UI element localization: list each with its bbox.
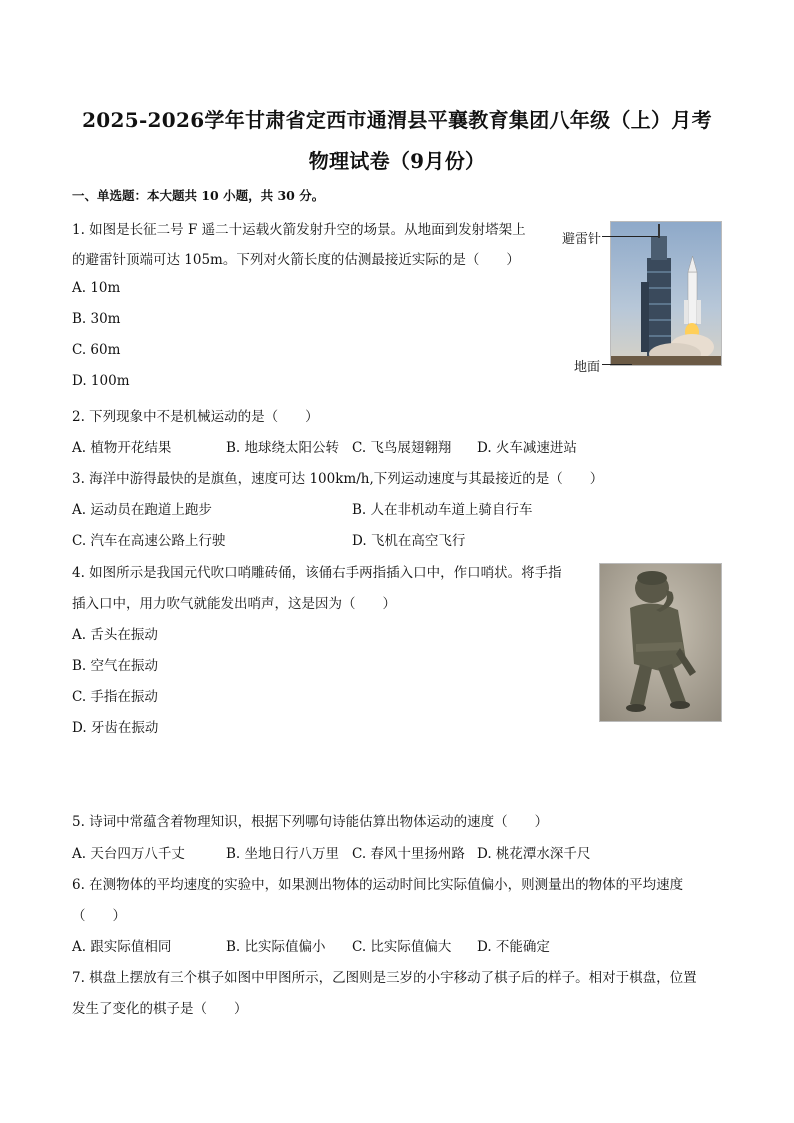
q6-option-b: B. 比实际值偏小 (226, 939, 326, 955)
q2-stem: 2. 下列现象中不是机械运动的是（ ） (72, 409, 319, 425)
q5-option-c: C. 春风十里扬州路 (352, 846, 465, 862)
q6-option-c: C. 比实际值偏大 (352, 939, 452, 955)
whistling-figurine-figure (599, 563, 722, 722)
q7-stem-line2: 发生了变化的棋子是（ ） (72, 1001, 248, 1017)
lightning-rod-leader-line (602, 236, 658, 237)
q3-option-d: D. 飞机在高空飞行 (352, 533, 466, 549)
ground-label: 地面 (574, 360, 601, 375)
figurine-illustration (600, 564, 721, 721)
section-heading: 一、单选题：本大题共 10 小题，共 30 分。 (72, 188, 325, 203)
q4-option-d: D. 牙齿在振动 (72, 720, 159, 736)
q3-option-c: C. 汽车在高速公路上行驶 (72, 533, 226, 549)
rocket-launch-illustration (611, 222, 721, 365)
q4-stem-line1: 4. 如图所示是我国元代吹口哨雕砖俑，该俑右手两指插入口中，作口哨状。将手指 (72, 565, 562, 581)
rocket-launch-figure (610, 221, 722, 366)
q6-stem-line1: 6. 在测物体的平均速度的实验中，如果测出物体的运动时间比实际值偏小，则测量出的物体的平均速度 (72, 877, 684, 893)
q7-stem-line1: 7. 棋盘上摆放有三个棋子如图中甲图所示，乙图则是三岁的小宇移动了棋子后的样子。相对于棋盘，位置 (72, 970, 697, 986)
q1-option-c: C. 60m (72, 342, 121, 358)
q1-stem-line2: 的避雷针顶端可达 105m。下列对火箭长度的估测最接近实际的是（ ） (72, 252, 520, 268)
q4-option-c: C. 手指在振动 (72, 689, 158, 705)
q5-option-d: D. 桃花潭水深千尺 (477, 846, 591, 862)
q1-stem-line1: 1. 如图是长征二号 F 遥二十运载火箭发射升空的场景。从地面到发射塔架上 (72, 222, 526, 238)
q1-option-d: D. 100m (72, 373, 130, 389)
q2-option-c: C. 飞鸟展翅翱翔 (352, 440, 452, 456)
q3-option-a: A. 运动员在跑道上跑步 (72, 502, 212, 518)
q4-option-a: A. 舌头在振动 (72, 627, 158, 643)
q5-stem: 5. 诗词中常蕴含着物理知识，根据下列哪句诗能估算出物体运动的速度（ ） (72, 814, 549, 830)
q2-option-d: D. 火车减速进站 (477, 440, 577, 456)
q6-option-d: D. 不能确定 (477, 939, 550, 955)
q1-option-b: B. 30m (72, 311, 121, 327)
q4-option-b: B. 空气在振动 (72, 658, 159, 674)
q4-stem-line2: 插入口中，用力吹气就能发出哨声，这是因为（ ） (72, 596, 396, 612)
q5-option-a: A. 天台四万八千丈 (72, 846, 185, 862)
q3-option-b: B. 人在非机动车道上骑自行车 (352, 502, 533, 518)
q3-stem: 3. 海洋中游得最快的是旗鱼，速度可达 100km/h,下列运动速度与其最接近的是（ ） (72, 471, 604, 487)
q2-option-b: B. 地球绕太阳公转 (226, 440, 340, 456)
q1-option-a: A. 10m (72, 280, 121, 296)
ground-leader-line (602, 364, 632, 365)
q6-option-a: A. 跟实际值相同 (72, 939, 172, 955)
exam-title-line2: 物理试卷（9月份） (308, 149, 486, 173)
lightning-rod-label: 避雷针 (562, 232, 602, 247)
q5-option-b: B. 坐地日行八万里 (226, 846, 340, 862)
exam-title-line1: 2025-2026学年甘肃省定西市通渭县平襄教育集团八年级（上）月考 (82, 108, 712, 132)
q2-option-a: A. 植物开花结果 (72, 440, 172, 456)
q6-stem-line2: （ ） (72, 908, 126, 924)
